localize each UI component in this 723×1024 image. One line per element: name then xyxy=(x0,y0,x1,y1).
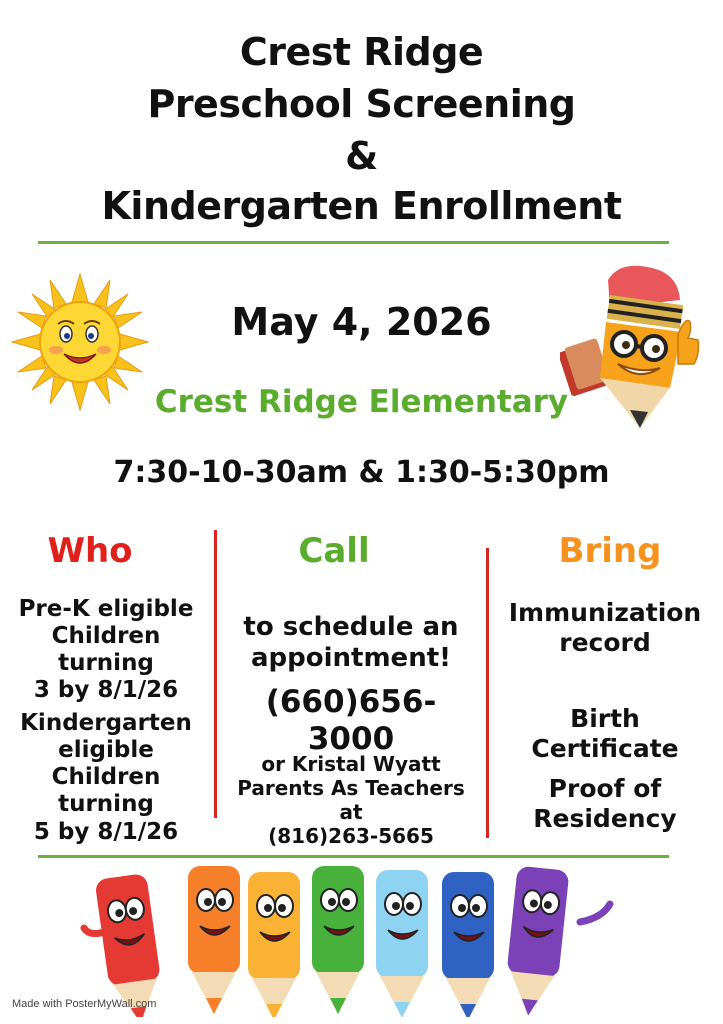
bring-item-birth-certificate xyxy=(494,704,716,763)
call-alt-contact xyxy=(224,752,478,848)
bring-item-immunization xyxy=(494,598,716,657)
event-location: Crest Ridge Elementary xyxy=(154,384,569,420)
bring-item-residency xyxy=(494,774,716,833)
call-alt-line: (816)263-5665 xyxy=(268,824,434,848)
who-text-line: Pre-K eligible xyxy=(18,596,194,622)
call-phone: (660)656-3000 xyxy=(265,684,437,757)
who-text-line: Children turning xyxy=(51,623,161,677)
who-group-kindergarten xyxy=(4,710,208,846)
bring-text-line: Birth Certificate xyxy=(531,704,679,763)
call-text-line: appointment! xyxy=(250,642,451,673)
bring-heading: Bring xyxy=(558,531,662,571)
who-text-line: 5 by 8/1/26 xyxy=(33,818,179,845)
footer-credit: Made with PosterMyWall.com xyxy=(12,998,157,1010)
call-instructions xyxy=(224,612,478,673)
who-text-line: 3 by 8/1/26 xyxy=(33,677,179,704)
title-ampersand: & xyxy=(345,134,378,178)
who-heading: Who xyxy=(47,531,133,571)
call-heading: Call xyxy=(298,531,370,571)
event-times: 7:30-10-30am & 1:30-5:30pm xyxy=(113,455,610,490)
bottom-divider xyxy=(38,855,669,858)
who-text-line: Children turning xyxy=(51,764,161,818)
title-line-1: Crest Ridge xyxy=(239,30,484,74)
bring-text-line: record xyxy=(559,627,651,657)
call-text-line: to schedule an xyxy=(243,612,459,642)
top-divider xyxy=(38,241,669,244)
bring-text-line: Residency xyxy=(533,803,677,833)
who-text-line: Kindergarten xyxy=(20,710,192,736)
title-line-4: Kindergarten Enrollment xyxy=(101,184,622,228)
who-group-prek xyxy=(4,596,208,705)
crayon-row-icon xyxy=(80,862,640,1017)
title-line-2: Preschool Screening xyxy=(147,82,576,126)
divider-left xyxy=(214,530,217,818)
divider-right xyxy=(486,548,489,838)
event-date: May 4, 2026 xyxy=(231,300,492,344)
bring-text-line: Proof of xyxy=(548,774,662,803)
bring-text-line: Immunization xyxy=(508,598,702,627)
call-alt-line: Parents As Teachers at xyxy=(237,776,465,824)
who-text-line: eligible xyxy=(58,737,154,764)
call-alt-line: or Kristal Wyatt xyxy=(261,752,441,776)
